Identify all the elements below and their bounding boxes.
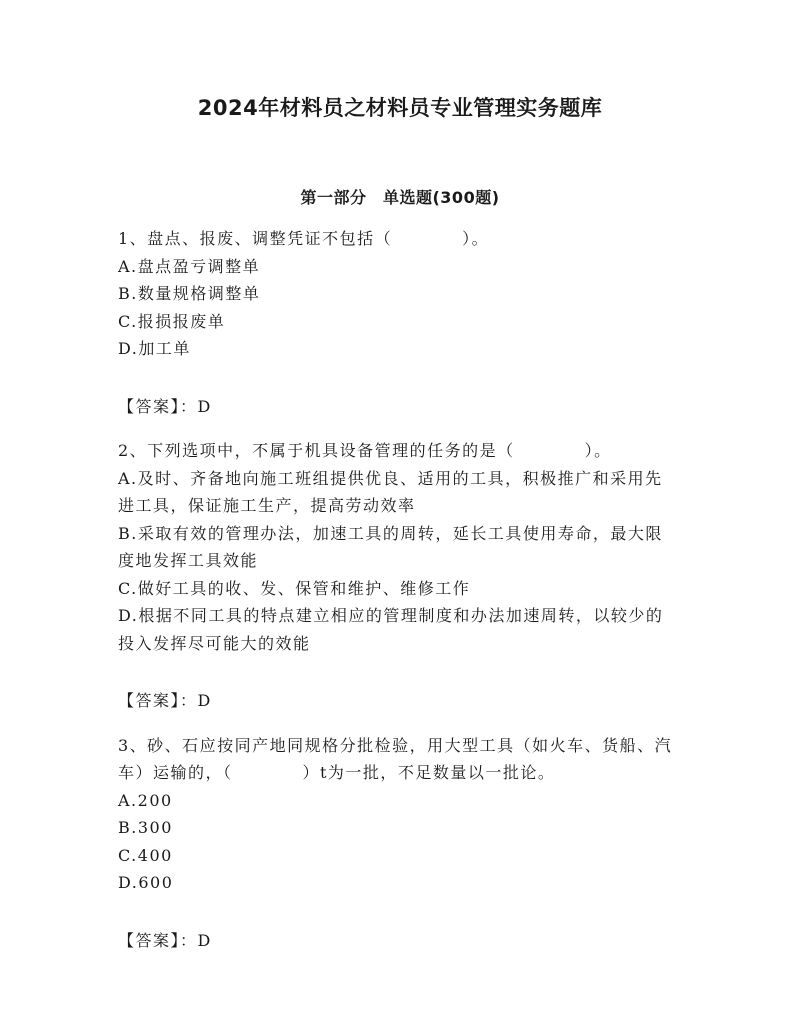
option-a: A.及时、齐备地向施工班组提供优良、适用的工具，积极推广和采用先进工具，保证施工生产，提高劳动效率 [118, 468, 663, 515]
spacer [118, 715, 678, 732]
option-c: C.400 [118, 845, 173, 865]
question-stem: 2、下列选项中，不属于机具设备管理的任务的是（ ）。 [118, 441, 612, 460]
option-d: D.加工单 [118, 339, 191, 358]
question-stem: 1、盘点、报废、调整凭证不包括（ ）。 [118, 229, 490, 248]
question-2 [118, 437, 678, 732]
option-b: B.300 [118, 818, 173, 837]
question-1 [118, 225, 678, 437]
option-a: A.200 [118, 790, 173, 810]
spacer [118, 363, 678, 393]
spacer [118, 420, 678, 437]
option-a: A.盘点盈亏调整单 [118, 256, 261, 276]
spacer [118, 657, 678, 687]
spacer [118, 897, 678, 927]
section-title: 第一部分 单选题(300题) [300, 188, 500, 207]
option-b: B.采取有效的管理办法，加速工具的周转，延长工具使用寿命，最大限度地发挥工具效能 [118, 523, 663, 570]
option-d: D.600 [118, 873, 174, 892]
option-d: D.根据不同工具的特点建立相应的管理制度和办法加速周转，以较少的投入发挥尽可能大的效能 [118, 606, 664, 653]
question-list [118, 225, 678, 954]
answer-label: 【答案】：D [118, 691, 212, 710]
document-title: 2024年材料员之材料员专业管理实务题库 [197, 96, 603, 120]
option-b: B.数量规格调整单 [118, 284, 261, 303]
question-stem: 3、砂、石应按同产地同规格分批检验，用大型工具（如火车、货船、汽车）运输的，（ ）t为一批，不足数量以一批论。 [118, 735, 673, 782]
option-c: C.做好工具的收、发、保管和维护、维修工作 [118, 578, 471, 598]
answer-label: 【答案】：D [118, 930, 212, 950]
answer-label: 【答案】：D [118, 396, 212, 416]
option-c: C.报损报废单 [118, 311, 226, 331]
question-3 [118, 732, 678, 955]
